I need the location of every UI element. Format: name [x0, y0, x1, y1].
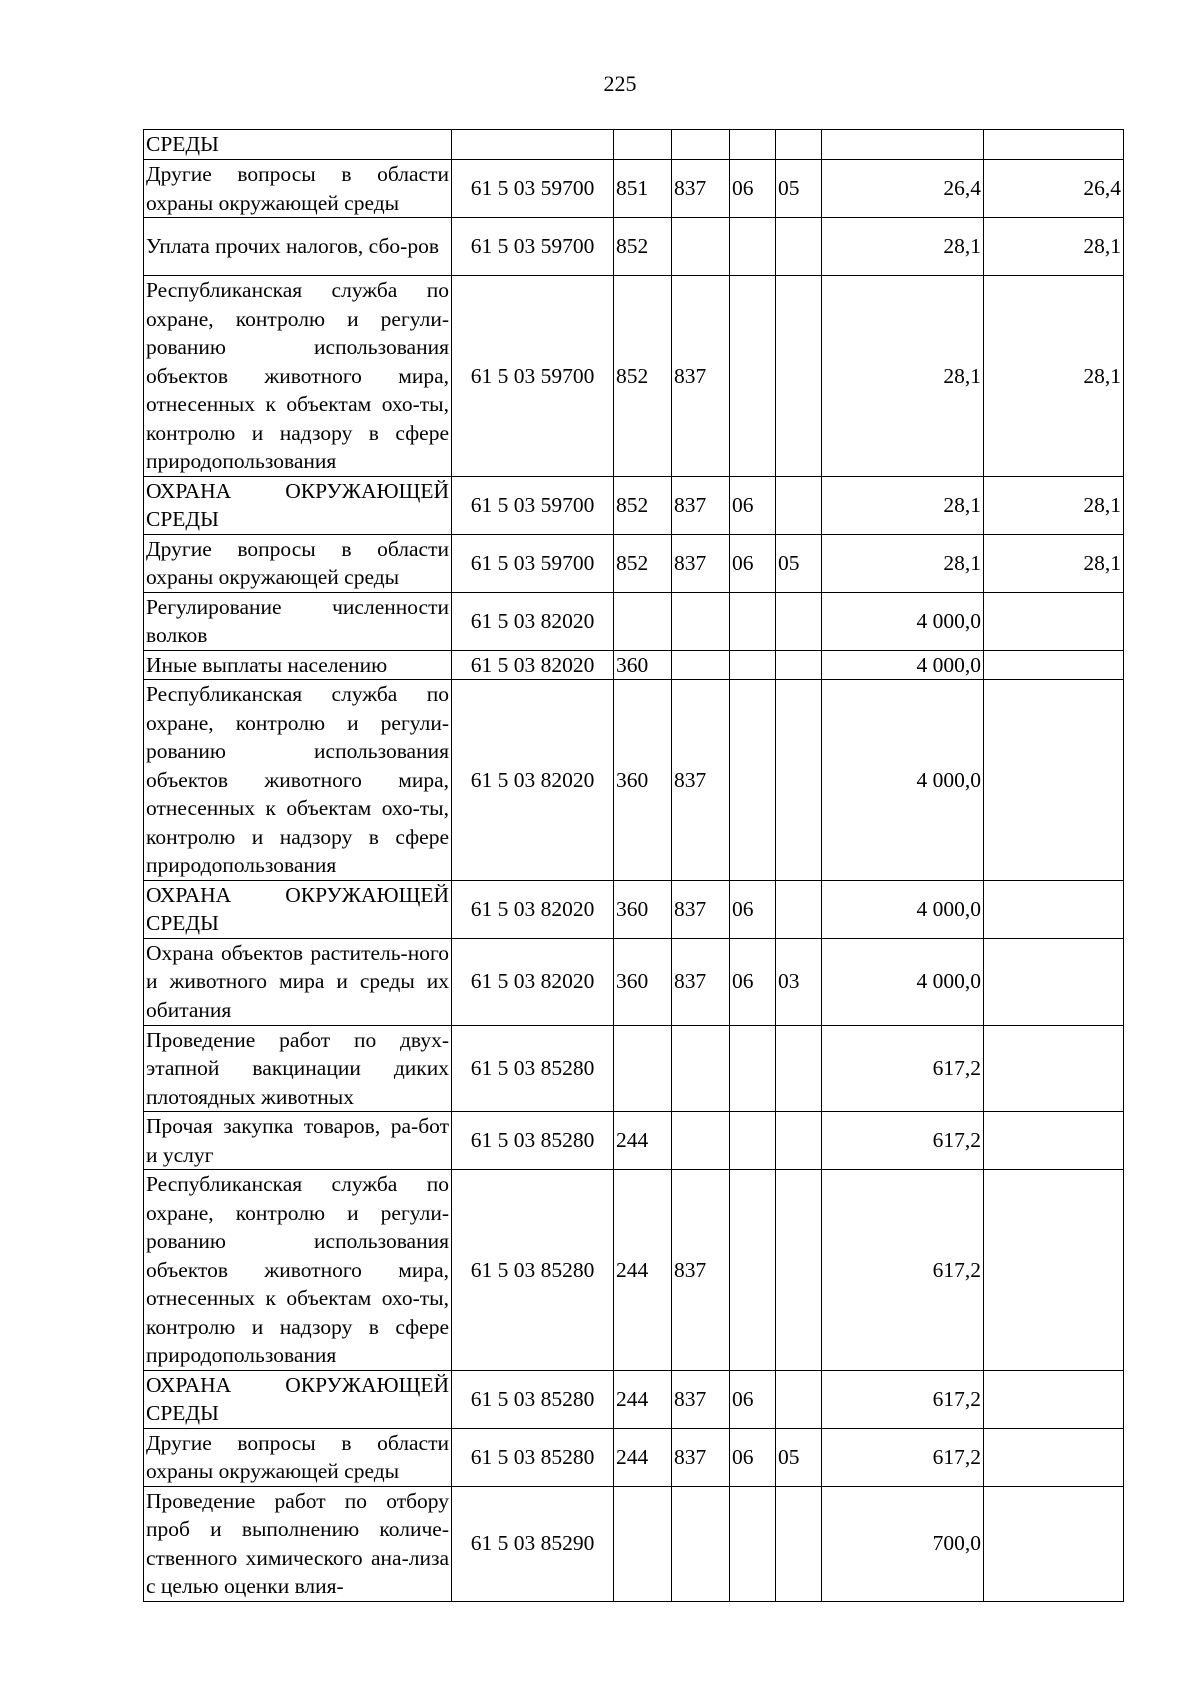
amount-year1-cell: 4 000,0	[822, 592, 984, 650]
table-row	[144, 476, 1124, 534]
page-number: 225	[603, 71, 637, 96]
expense-type-code-cell: 360	[614, 880, 672, 938]
department-code-cell	[672, 1025, 730, 1112]
amount-year2-cell: 28,1	[984, 476, 1124, 534]
amount-year1-cell: 26,4	[822, 160, 984, 218]
department-code-cell	[672, 1486, 730, 1601]
department-code-cell: 837	[672, 1170, 730, 1371]
table-row	[144, 1025, 1124, 1112]
amount-year1-cell: 617,2	[822, 1170, 984, 1371]
department-code-cell: 837	[672, 680, 730, 881]
subsection-code-cell: 05	[776, 534, 822, 592]
target-article-code-cell: 61 5 03 85280	[452, 1370, 614, 1428]
table-row	[144, 880, 1124, 938]
table-row	[144, 276, 1124, 477]
amount-year1-cell: 4 000,0	[822, 680, 984, 881]
amount-year2-cell	[984, 650, 1124, 680]
amount-year2-cell	[984, 1170, 1124, 1371]
target-article-code-cell: 61 5 03 59700	[452, 160, 614, 218]
amount-year2-cell: 26,4	[984, 160, 1124, 218]
amount-year1-cell: 4 000,0	[822, 880, 984, 938]
target-article-code-cell: 61 5 03 85280	[452, 1170, 614, 1371]
amount-year2-cell	[984, 680, 1124, 881]
subsection-code-cell	[776, 1112, 822, 1170]
section-code-cell	[730, 130, 776, 160]
table-row	[144, 1486, 1124, 1601]
subsection-code-cell	[776, 1025, 822, 1112]
department-code-cell: 837	[672, 160, 730, 218]
expense-type-code-cell: 244	[614, 1170, 672, 1371]
row-name-cell: Проведение работ по двух-этапной вакцинации диких плотоядных животных	[144, 1025, 452, 1112]
section-code-cell: 06	[730, 1370, 776, 1428]
target-article-code-cell: 61 5 03 59700	[452, 476, 614, 534]
row-name-cell: Другие вопросы в области охраны окружающей среды	[144, 160, 452, 218]
row-name-cell: СРЕДЫ	[144, 130, 452, 160]
budget-table	[143, 129, 1124, 1602]
expense-type-code-cell: 852	[614, 534, 672, 592]
row-name-cell: Охрана объектов раститель-ного и животного мира и среды их обитания	[144, 938, 452, 1025]
row-name-cell: Другие вопросы в области охраны окружающей среды	[144, 534, 452, 592]
section-code-cell	[730, 650, 776, 680]
expense-type-code-cell: 852	[614, 276, 672, 477]
row-name-cell: ОХРАНА ОКРУЖАЮЩЕЙ СРЕДЫ	[144, 880, 452, 938]
department-code-cell	[672, 130, 730, 160]
subsection-code-cell	[776, 476, 822, 534]
row-name-cell: Республиканская служба по охране, контролю и регули-рованию использования объектов животного мира, отнесенных к объектам охо-ты, контролю и надзору в сфере природопользования	[144, 680, 452, 881]
section-code-cell	[730, 1112, 776, 1170]
section-code-cell: 06	[730, 476, 776, 534]
table-row	[144, 1428, 1124, 1486]
amount-year2-cell: 28,1	[984, 534, 1124, 592]
department-code-cell: 837	[672, 880, 730, 938]
row-name-cell: ОХРАНА ОКРУЖАЮЩЕЙ СРЕДЫ	[144, 1370, 452, 1428]
subsection-code-cell	[776, 1486, 822, 1601]
target-article-code-cell	[452, 130, 614, 160]
department-code-cell: 837	[672, 1370, 730, 1428]
target-article-code-cell: 61 5 03 59700	[452, 218, 614, 276]
row-name-cell: Регулирование численности волков	[144, 592, 452, 650]
expense-type-code-cell: 244	[614, 1112, 672, 1170]
amount-year2-cell: 28,1	[984, 218, 1124, 276]
table-body	[144, 130, 1124, 1602]
subsection-code-cell	[776, 218, 822, 276]
amount-year1-cell: 4 000,0	[822, 938, 984, 1025]
subsection-code-cell: 05	[776, 160, 822, 218]
row-name-cell: Прочая закупка товаров, ра-бот и услуг	[144, 1112, 452, 1170]
subsection-code-cell	[776, 1170, 822, 1371]
amount-year1-cell: 617,2	[822, 1112, 984, 1170]
subsection-code-cell	[776, 680, 822, 881]
section-code-cell: 06	[730, 534, 776, 592]
row-name-cell: Другие вопросы в области охраны окружающей среды	[144, 1428, 452, 1486]
table-row	[144, 1170, 1124, 1371]
subsection-code-cell	[776, 592, 822, 650]
target-article-code-cell: 61 5 03 82020	[452, 680, 614, 881]
row-name-cell: Иные выплаты населению	[144, 650, 452, 680]
subsection-code-cell	[776, 650, 822, 680]
department-code-cell	[672, 218, 730, 276]
target-article-code-cell: 61 5 03 85280	[452, 1428, 614, 1486]
amount-year1-cell: 700,0	[822, 1486, 984, 1601]
section-code-cell	[730, 218, 776, 276]
amount-year2-cell	[984, 1428, 1124, 1486]
amount-year1-cell: 4 000,0	[822, 650, 984, 680]
amount-year2-cell	[984, 1025, 1124, 1112]
subsection-code-cell	[776, 276, 822, 477]
table-row	[144, 130, 1124, 160]
target-article-code-cell: 61 5 03 85280	[452, 1025, 614, 1112]
subsection-code-cell: 03	[776, 938, 822, 1025]
section-code-cell: 06	[730, 938, 776, 1025]
target-article-code-cell: 61 5 03 59700	[452, 534, 614, 592]
amount-year2-cell	[984, 1370, 1124, 1428]
row-name-cell: Республиканская служба по охране, контролю и регули-рованию использования объектов животного мира, отнесенных к объектам охо-ты, контролю и надзору в сфере природопользования	[144, 1170, 452, 1371]
expense-type-code-cell: 244	[614, 1428, 672, 1486]
subsection-code-cell	[776, 880, 822, 938]
table-row	[144, 534, 1124, 592]
section-code-cell	[730, 1486, 776, 1601]
department-code-cell: 837	[672, 938, 730, 1025]
target-article-code-cell: 61 5 03 85280	[452, 1112, 614, 1170]
section-code-cell	[730, 592, 776, 650]
section-code-cell	[730, 1170, 776, 1371]
row-name-cell: Республиканская служба по охране, контролю и регули-рованию использования объектов животного мира, отнесенных к объектам охо-ты, контролю и надзору в сфере природопользования	[144, 276, 452, 477]
amount-year1-cell: 28,1	[822, 476, 984, 534]
row-name-cell: Проведение работ по отбору проб и выполнению количе-ственного химического ана-лиза с целью оценки влия-	[144, 1486, 452, 1601]
expense-type-code-cell: 244	[614, 1370, 672, 1428]
table-row	[144, 650, 1124, 680]
target-article-code-cell: 61 5 03 82020	[452, 938, 614, 1025]
department-code-cell: 837	[672, 1428, 730, 1486]
subsection-code-cell	[776, 1370, 822, 1428]
table-row	[144, 1370, 1124, 1428]
section-code-cell	[730, 276, 776, 477]
expense-type-code-cell	[614, 130, 672, 160]
department-code-cell	[672, 650, 730, 680]
target-article-code-cell: 61 5 03 82020	[452, 650, 614, 680]
amount-year1-cell: 617,2	[822, 1370, 984, 1428]
row-name-cell: Уплата прочих налогов, сбо-ров	[144, 218, 452, 276]
amount-year2-cell	[984, 1486, 1124, 1601]
table-row	[144, 938, 1124, 1025]
section-code-cell: 06	[730, 880, 776, 938]
amount-year2-cell	[984, 130, 1124, 160]
expense-type-code-cell: 852	[614, 218, 672, 276]
expense-type-code-cell: 851	[614, 160, 672, 218]
target-article-code-cell: 61 5 03 82020	[452, 592, 614, 650]
amount-year2-cell	[984, 880, 1124, 938]
subsection-code-cell	[776, 130, 822, 160]
section-code-cell: 06	[730, 1428, 776, 1486]
amount-year1-cell: 617,2	[822, 1025, 984, 1112]
section-code-cell: 06	[730, 160, 776, 218]
target-article-code-cell: 61 5 03 59700	[452, 276, 614, 477]
table-row	[144, 592, 1124, 650]
expense-type-code-cell: 360	[614, 938, 672, 1025]
department-code-cell: 837	[672, 534, 730, 592]
expense-type-code-cell	[614, 1025, 672, 1112]
expense-type-code-cell: 360	[614, 680, 672, 881]
department-code-cell	[672, 592, 730, 650]
amount-year2-cell	[984, 938, 1124, 1025]
amount-year1-cell: 28,1	[822, 276, 984, 477]
amount-year2-cell	[984, 592, 1124, 650]
section-code-cell	[730, 1025, 776, 1112]
amount-year2-cell: 28,1	[984, 276, 1124, 477]
expense-type-code-cell: 852	[614, 476, 672, 534]
expense-type-code-cell: 360	[614, 650, 672, 680]
department-code-cell: 837	[672, 476, 730, 534]
amount-year2-cell	[984, 1112, 1124, 1170]
amount-year1-cell: 617,2	[822, 1428, 984, 1486]
expense-type-code-cell	[614, 1486, 672, 1601]
expense-type-code-cell	[614, 592, 672, 650]
target-article-code-cell: 61 5 03 82020	[452, 880, 614, 938]
table-row	[144, 680, 1124, 881]
row-name-cell: ОХРАНА ОКРУЖАЮЩЕЙ СРЕДЫ	[144, 476, 452, 534]
table-row	[144, 160, 1124, 218]
amount-year1-cell: 28,1	[822, 534, 984, 592]
target-article-code-cell: 61 5 03 85290	[452, 1486, 614, 1601]
table-row	[144, 218, 1124, 276]
amount-year1-cell	[822, 130, 984, 160]
department-code-cell: 837	[672, 276, 730, 477]
subsection-code-cell: 05	[776, 1428, 822, 1486]
table-row	[144, 1112, 1124, 1170]
section-code-cell	[730, 680, 776, 881]
amount-year1-cell: 28,1	[822, 218, 984, 276]
department-code-cell	[672, 1112, 730, 1170]
